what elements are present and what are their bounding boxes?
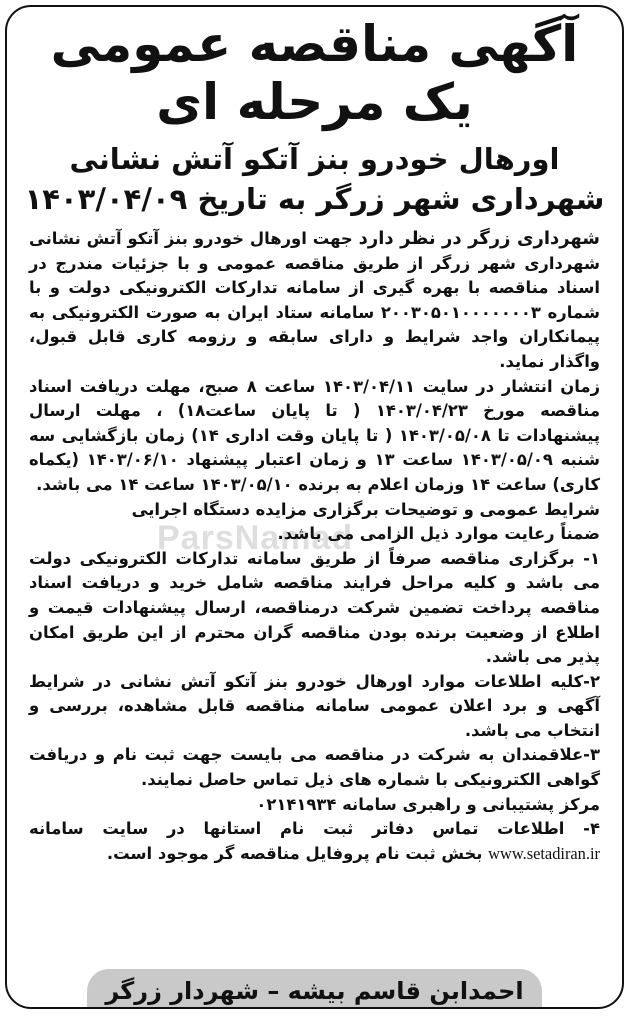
notice-title-line2: یک مرحله ای (156, 73, 473, 131)
notice-body (7, 219, 622, 866)
intro-paragraph (29, 227, 600, 375)
condition-item-1: ۱- برگزاری مناقصه صرفاً از طریق سامانه تدارکات الکترونیکی دولت می باشد و کلیه مراحل فرایند مناقصه شامل خرید و دریافت اسناد مناقصه پرداخت تضمین شرکت درمناقصه، ارسال پیشنهادات قیمت و اطلاع از وضعیت برنده بودن مناقصه گران محترم از این طریق امکان پذیر می باشد. (29, 548, 600, 667)
notice-subtitle-line1: اورهال خودرو بنز آتکو آتش نشانی (69, 142, 560, 176)
intro-lead: شهرداری زرگر در نظر دارد (358, 228, 601, 249)
item4-before: ۴- اطلاعات تماس دفاتر ثبت نام استانها در سایت سامانه (29, 819, 600, 839)
condition-item-2: ۲-کلیه اطلاعات موارد اورهال خودرو بنز آتکو آتش نشانی در شرایط آگهی و برد اعلان عمومی سامانه مناقصه قابل مشاهده، بررسی و انتخاب می باشد. (29, 671, 600, 740)
support-line: مرکز پشتیبانی و راهبری سامانه ۰۲۱۴۱۹۳۴ (256, 794, 600, 814)
notice-subtitle-line2: شهرداری شهر زرگر به تاریخ ۱۴۰۳/۰۴/۰۹ (24, 182, 605, 216)
website-link[interactable]: www.setadiran.ir (488, 843, 600, 863)
item4-after: بخش ثبت نام پروفایل مناقصه گر موجود است. (106, 843, 483, 863)
condition-item-3: ۳-علاقمندان به شرکت در مناقصه می بایست جهت ثبت نام و دریافت گواهی الکترونیکی با شماره های ذیل تماس حاصل نمایند. (29, 745, 600, 790)
notice-title-line1: آگهی مناقصه عمومی (50, 15, 579, 73)
schedule-paragraph: زمان انتشار در سایت ۱۴۰۳/۰۴/۱۱ ساعت ۸ صبح، مهلت دریافت اسناد مناقصه مورخ ۱۴۰۳/۰۴/۲۳ ( تا پایان ساعت۱۸) ، مهلت ارسال پیشنهادات تا ۱۴۰۳/۰۵/۰۸ ( تا پایان وقت اداری ۱۴) زمان بازگشایی سه شنبه ۱۴۰۳/۰۵/۰۹ ساعت ۱۳ و زمان اعتبار پیشنهاد ۱۴۰۳/۰۶/۱۰ (یکماه کاری) ساعت ۱۴ وزمان اعلام به برنده ۱۴۰۳/۰۵/۱۰ ساعت ۱۴ می باشد. (29, 376, 601, 494)
notice-frame (5, 5, 624, 1009)
intro-text: جهت اورهال خودرو بنز آتکو آتش نشانی شهرداری شهر زرگر از طریق مناقصه عمومی و با جزئیات مندرج در اسناد مناقصه با بهره گیری از سامانه تدارکات الکترونیکی دولت و با شماره ۲۰۰۳۰۵۰۱۰۰۰۰۰۰۰۳ سامانه ستاد ایران به صورت الکترونیکی به پیمانکاران واجد شرایط و دارای سابقه و رزومه کاری قابل قبول، واگذار نماید. (29, 229, 600, 371)
condition-item-4 (29, 817, 600, 866)
signature-footer: احمدابن قاسم بیشه – شهردار زرگر (87, 969, 542, 1009)
conditions-note: ضمناً رعایت موارد ذیل الزامی می باشد. (277, 524, 600, 544)
conditions-title: شرایط عمومی و توضیحات برگزاری مزایده دستگاه اجرایی (131, 499, 600, 519)
watermark-text: ParsNamad (157, 519, 354, 557)
